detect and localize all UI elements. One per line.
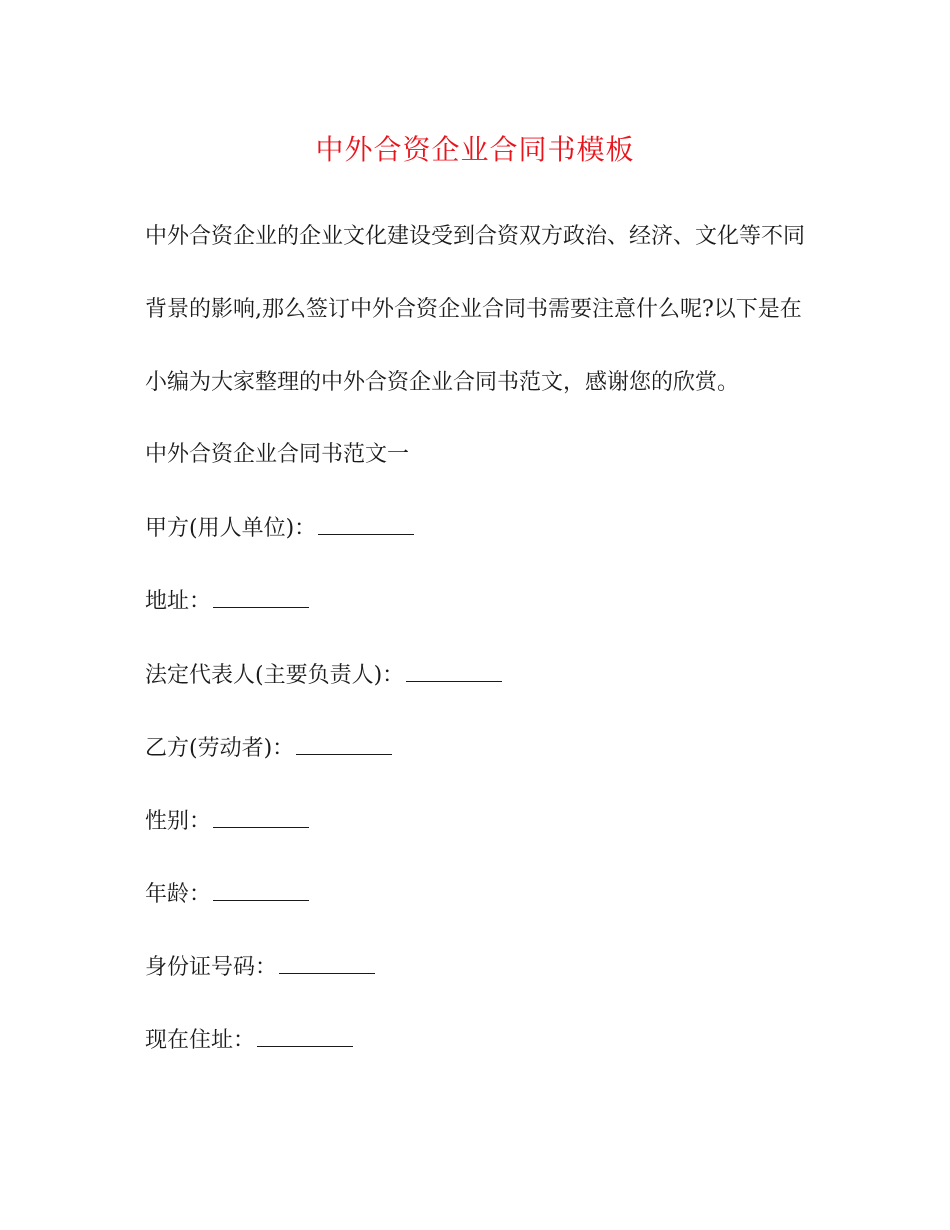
field-label: 身份证号码： bbox=[145, 955, 278, 980]
field-label: 甲方(用人单位)： bbox=[145, 516, 317, 541]
fill-blank bbox=[213, 882, 309, 901]
fill-blank bbox=[213, 589, 309, 608]
intro-line-3: 小编为大家整理的中外合资企业合同书范文，感谢您的欣赏。 bbox=[145, 370, 740, 395]
field-label: 地址： bbox=[145, 589, 212, 614]
field-legal-representative bbox=[145, 658, 502, 689]
field-age bbox=[145, 877, 309, 908]
field-label: 性别： bbox=[145, 809, 212, 834]
fill-blank bbox=[257, 1028, 353, 1047]
field-label: 法定代表人(主要负责人)： bbox=[145, 663, 405, 688]
section-title: 中外合资企业合同书范文一 bbox=[145, 442, 410, 467]
field-label: 年龄： bbox=[145, 882, 212, 907]
field-id-number bbox=[145, 950, 375, 981]
fill-blank bbox=[296, 736, 392, 755]
intro-line-2: 背景的影响,那么签订中外合资企业合同书需要注意什么呢?以下是在 bbox=[145, 297, 802, 322]
intro-line-1: 中外合资企业的企业文化建设受到合资双方政治、经济、文化等不同 bbox=[145, 224, 806, 249]
fill-blank bbox=[279, 955, 375, 974]
field-gender bbox=[145, 804, 309, 835]
field-label: 乙方(劳动者)： bbox=[145, 736, 295, 761]
field-current-address bbox=[145, 1023, 353, 1054]
document-title: 中外合资企业合同书模板 bbox=[315, 133, 635, 166]
field-party-a bbox=[145, 511, 414, 542]
fill-blank bbox=[213, 809, 309, 828]
field-label: 现在住址： bbox=[145, 1028, 256, 1053]
field-address bbox=[145, 584, 309, 615]
fill-blank bbox=[318, 516, 414, 535]
field-party-b bbox=[145, 731, 392, 762]
fill-blank bbox=[406, 663, 502, 682]
